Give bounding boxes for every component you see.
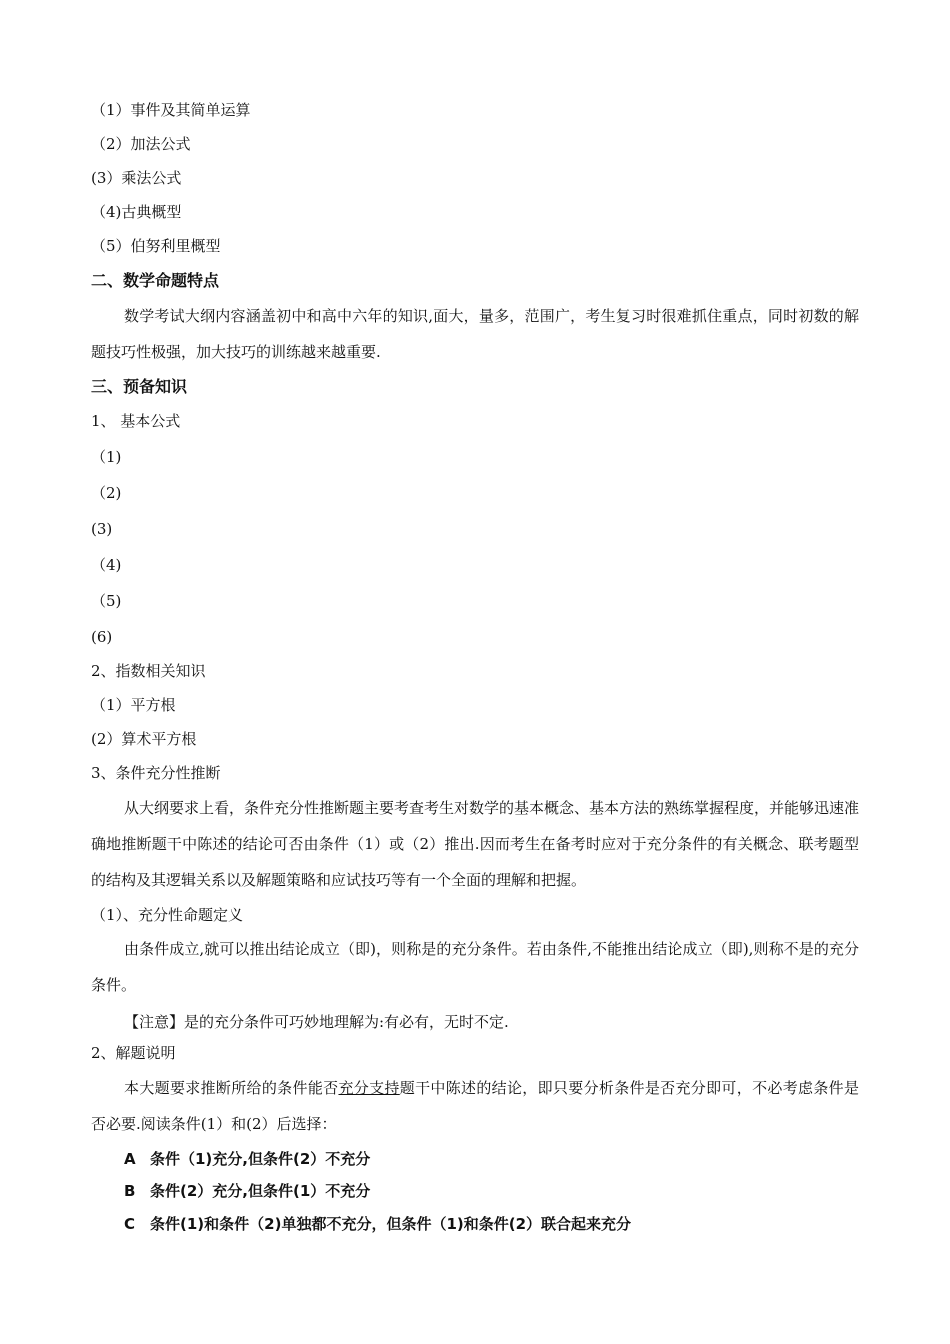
option-text: 条件（1)充分,但条件(2）不充分 bbox=[150, 1150, 371, 1168]
subheading: 2、指数相关知识 bbox=[91, 662, 206, 680]
subheading: 1、 基本公式 bbox=[91, 412, 181, 430]
subheading: 3、条件充分性推断 bbox=[91, 764, 221, 782]
paragraph-text: 本大题要求推断所给的条件能否 bbox=[124, 1079, 339, 1097]
list-item: (2）算术平方根 bbox=[91, 730, 197, 748]
list-item: （4)古典概型 bbox=[91, 203, 182, 221]
list-item: （1）平方根 bbox=[91, 696, 176, 714]
paragraph: 从大纲要求上看，条件充分性推断题主要考查考生对数学的基本概念、基本方法的熟练掌握程度，并能够迅速准确地推断题干中陈述的结论可否由条件（1）或（2）推出.因而考生在备考时应对于充分条件的有关概念、联考题型的结构及其逻辑关系以及解题策略和应试技巧等有一个全面的理解和把握。 bbox=[91, 799, 860, 889]
subheading: 2、解题说明 bbox=[91, 1044, 176, 1062]
paragraph: 数学考试大纲内容涵盖初中和高中六年的知识,面大，量多，范围广，考生复习时很难抓住重点，同时初数的解题技巧性极强，加大技巧的训练越来越重要. bbox=[91, 307, 859, 361]
option-c bbox=[124, 1214, 631, 1234]
formula-label: （4) bbox=[91, 556, 122, 574]
formula-label: （1) bbox=[91, 448, 122, 466]
option-letter: C bbox=[124, 1215, 136, 1233]
option-letter: A bbox=[124, 1150, 136, 1168]
subheading: （1）、充分性命题定义 bbox=[91, 906, 244, 924]
section-heading: 三、预备知识 bbox=[91, 377, 188, 396]
note-paragraph: 【注意】是的充分条件可巧妙地理解为:有必有，无时不定. bbox=[124, 1013, 509, 1031]
option-letter: B bbox=[124, 1182, 136, 1200]
option-b bbox=[124, 1181, 370, 1201]
formula-label: (6) bbox=[91, 628, 113, 646]
underlined-text: 充分支持 bbox=[338, 1079, 400, 1097]
formula-label: （2) bbox=[91, 484, 122, 502]
option-a bbox=[124, 1149, 370, 1169]
formula-label: （5) bbox=[91, 592, 122, 610]
paragraph: 由条件成立,就可以推出结论成立（即)，则称是的充分条件。若由条件,不能推出结论成立（即),则称不是的充分条件。 bbox=[91, 940, 859, 994]
list-item: （2）加法公式 bbox=[91, 135, 191, 153]
list-item: (3）乘法公式 bbox=[91, 169, 182, 187]
section-heading: 二、数学命题特点 bbox=[91, 271, 220, 290]
option-text: 条件(2）充分,但条件(1）不充分 bbox=[150, 1182, 371, 1200]
paragraph bbox=[91, 1070, 859, 1142]
list-item: （1）事件及其简单运算 bbox=[91, 101, 251, 119]
formula-label: (3) bbox=[91, 520, 113, 538]
paragraph-text: 题干中陈述的结论，即只要分析条件是否充分即可，不必考虑条件是否必要.阅读条件(1）和(2）后选择： bbox=[91, 1079, 859, 1133]
list-item: （5）伯努利里概型 bbox=[91, 237, 221, 255]
option-text: 条件(1)和条件（2)单独都不充分，但条件（1)和条件(2）联合起来充分 bbox=[150, 1215, 632, 1233]
